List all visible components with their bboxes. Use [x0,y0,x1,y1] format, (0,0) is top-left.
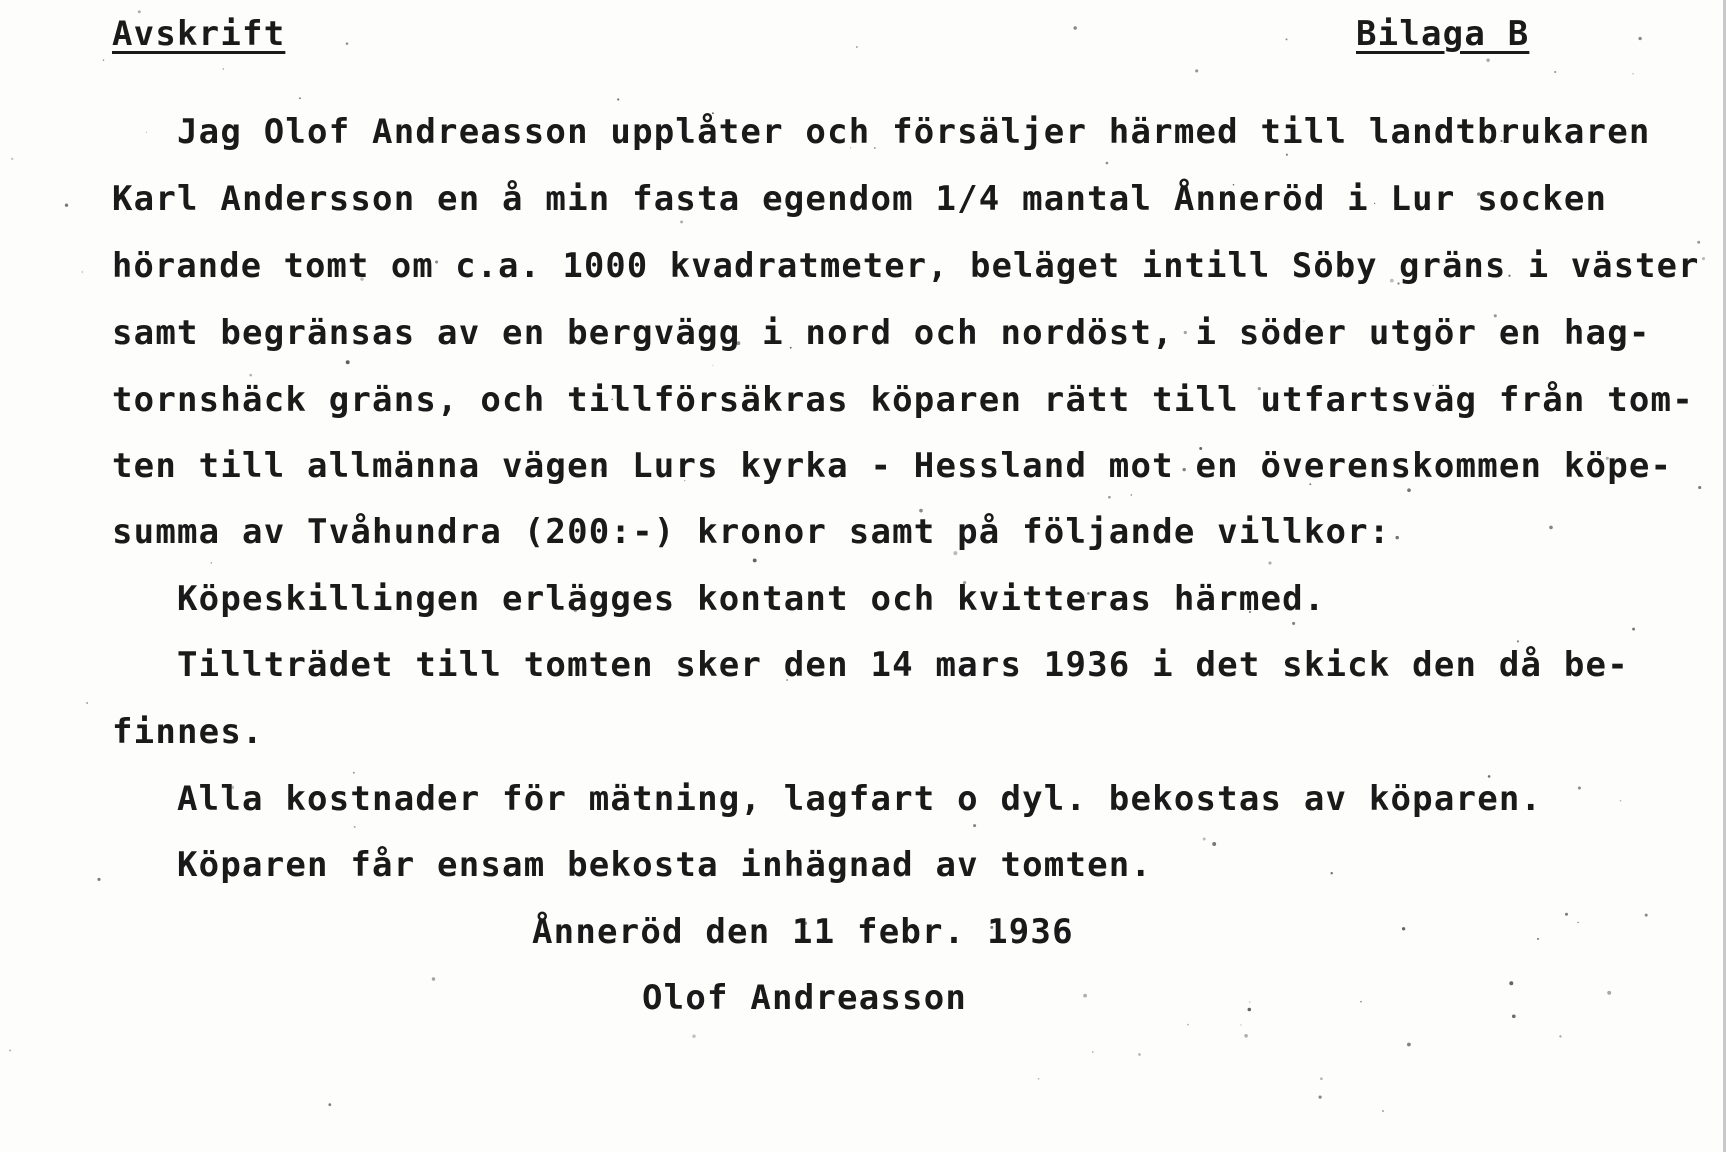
speck [1697,241,1700,244]
speck [1645,914,1648,917]
speck [97,878,100,881]
speck [1073,26,1076,29]
speck [1240,1024,1241,1025]
speck [299,97,301,99]
speck [1607,991,1611,995]
speck [1249,1001,1250,1002]
speck [680,220,683,223]
speck [1509,981,1513,985]
body-line: Köparen får ensam bekosta inhägnad av tomten. [112,845,1153,885]
speck [328,1103,331,1106]
speck [1285,38,1287,40]
speck [86,702,88,704]
speck [1554,71,1556,73]
place-date: Ånneröd den 11 febr. 1936 [532,912,1074,952]
body-line: tornshäck gräns, och tillförsäkras köparen rätt till utfartsväg från tom- [112,380,1694,420]
speck [81,271,83,273]
speck [1382,1110,1384,1112]
signature: Olof Andreasson [642,978,968,1018]
speck [1092,1051,1093,1052]
body-line: finnes. [112,712,264,752]
speck [856,46,858,48]
speck [353,772,355,774]
speck [1577,922,1579,924]
speck [249,374,252,377]
body-line: Karl Andersson en å min fasta egendom 1/4 mantal Ånneröd i Lur socken [112,179,1608,219]
speck [692,1034,695,1037]
body-line: hörande tomt om c.a. 1000 kvadratmeter, beläget intill Söby gräns i väster [112,246,1700,286]
body-line: summa av Tvåhundra (200:-) kronor samt på följande villkor: [112,512,1391,552]
speck [1108,496,1111,499]
body-line: samt begränsas av en bergvägg i nord och nordöst, i söder utgör en hag- [112,313,1651,353]
speck [1638,37,1641,40]
body-line: ten till allmänna vägen Lurs kyrka - Hessland mot en överenskommen köpe- [112,446,1673,486]
speck [1319,1096,1322,1099]
speck [1286,154,1288,156]
speck [1549,526,1553,530]
speck [1203,838,1206,841]
speck [346,360,350,364]
speck [1488,775,1491,778]
speck [1512,1014,1516,1018]
speck [1407,1043,1411,1047]
speck [65,204,68,207]
speck [1565,913,1568,916]
body-line: Köpeskillingen erlägges kontant och kvitteras härmed. [112,579,1326,619]
speck [1212,842,1216,846]
speck [1292,622,1295,625]
speck [1268,561,1271,564]
speck [1578,787,1581,790]
speck [753,558,757,562]
speck [1038,1078,1040,1080]
speck [432,977,435,980]
speck [1559,1035,1561,1037]
speck [1360,1001,1362,1003]
speck [973,824,976,827]
speck [1486,59,1489,62]
speck [1330,872,1332,874]
speck [1517,640,1519,642]
speck [1402,927,1405,930]
speck [1620,800,1622,802]
speck [223,68,224,69]
speck [1248,1008,1252,1012]
speck [1195,69,1198,72]
speck [9,1050,11,1052]
body-line: Jag Olof Andreasson upplåter och försäljer härmed till landtbrukaren [112,112,1651,152]
speck [1395,536,1398,539]
body-line: Alla kostnader för mätning, lagfart o dyl. bekostas av köparen. [112,779,1543,819]
speck [103,59,104,60]
speck [211,562,212,563]
speck [712,365,713,366]
speck [11,158,13,160]
body-line: Tillträdet till tomten sker den 14 mars 1936 i det skick den då be- [112,645,1629,685]
speck [1131,494,1132,495]
speck [1083,994,1087,998]
speck [1138,1053,1141,1056]
speck [1106,162,1109,165]
speck [354,826,356,828]
speck [617,98,619,100]
speck [1702,257,1705,260]
speck [138,10,141,13]
speck [1632,628,1635,631]
speck [1320,1077,1323,1080]
speck [1698,486,1701,489]
speck [1407,488,1411,492]
speck [1537,938,1539,940]
speck [1244,1034,1248,1038]
header-avskrift: Avskrift [112,14,286,54]
speck [1187,1024,1189,1026]
header-bilaga: Bilaga B [1356,14,1530,54]
speck [1632,73,1633,74]
speck [346,42,349,45]
